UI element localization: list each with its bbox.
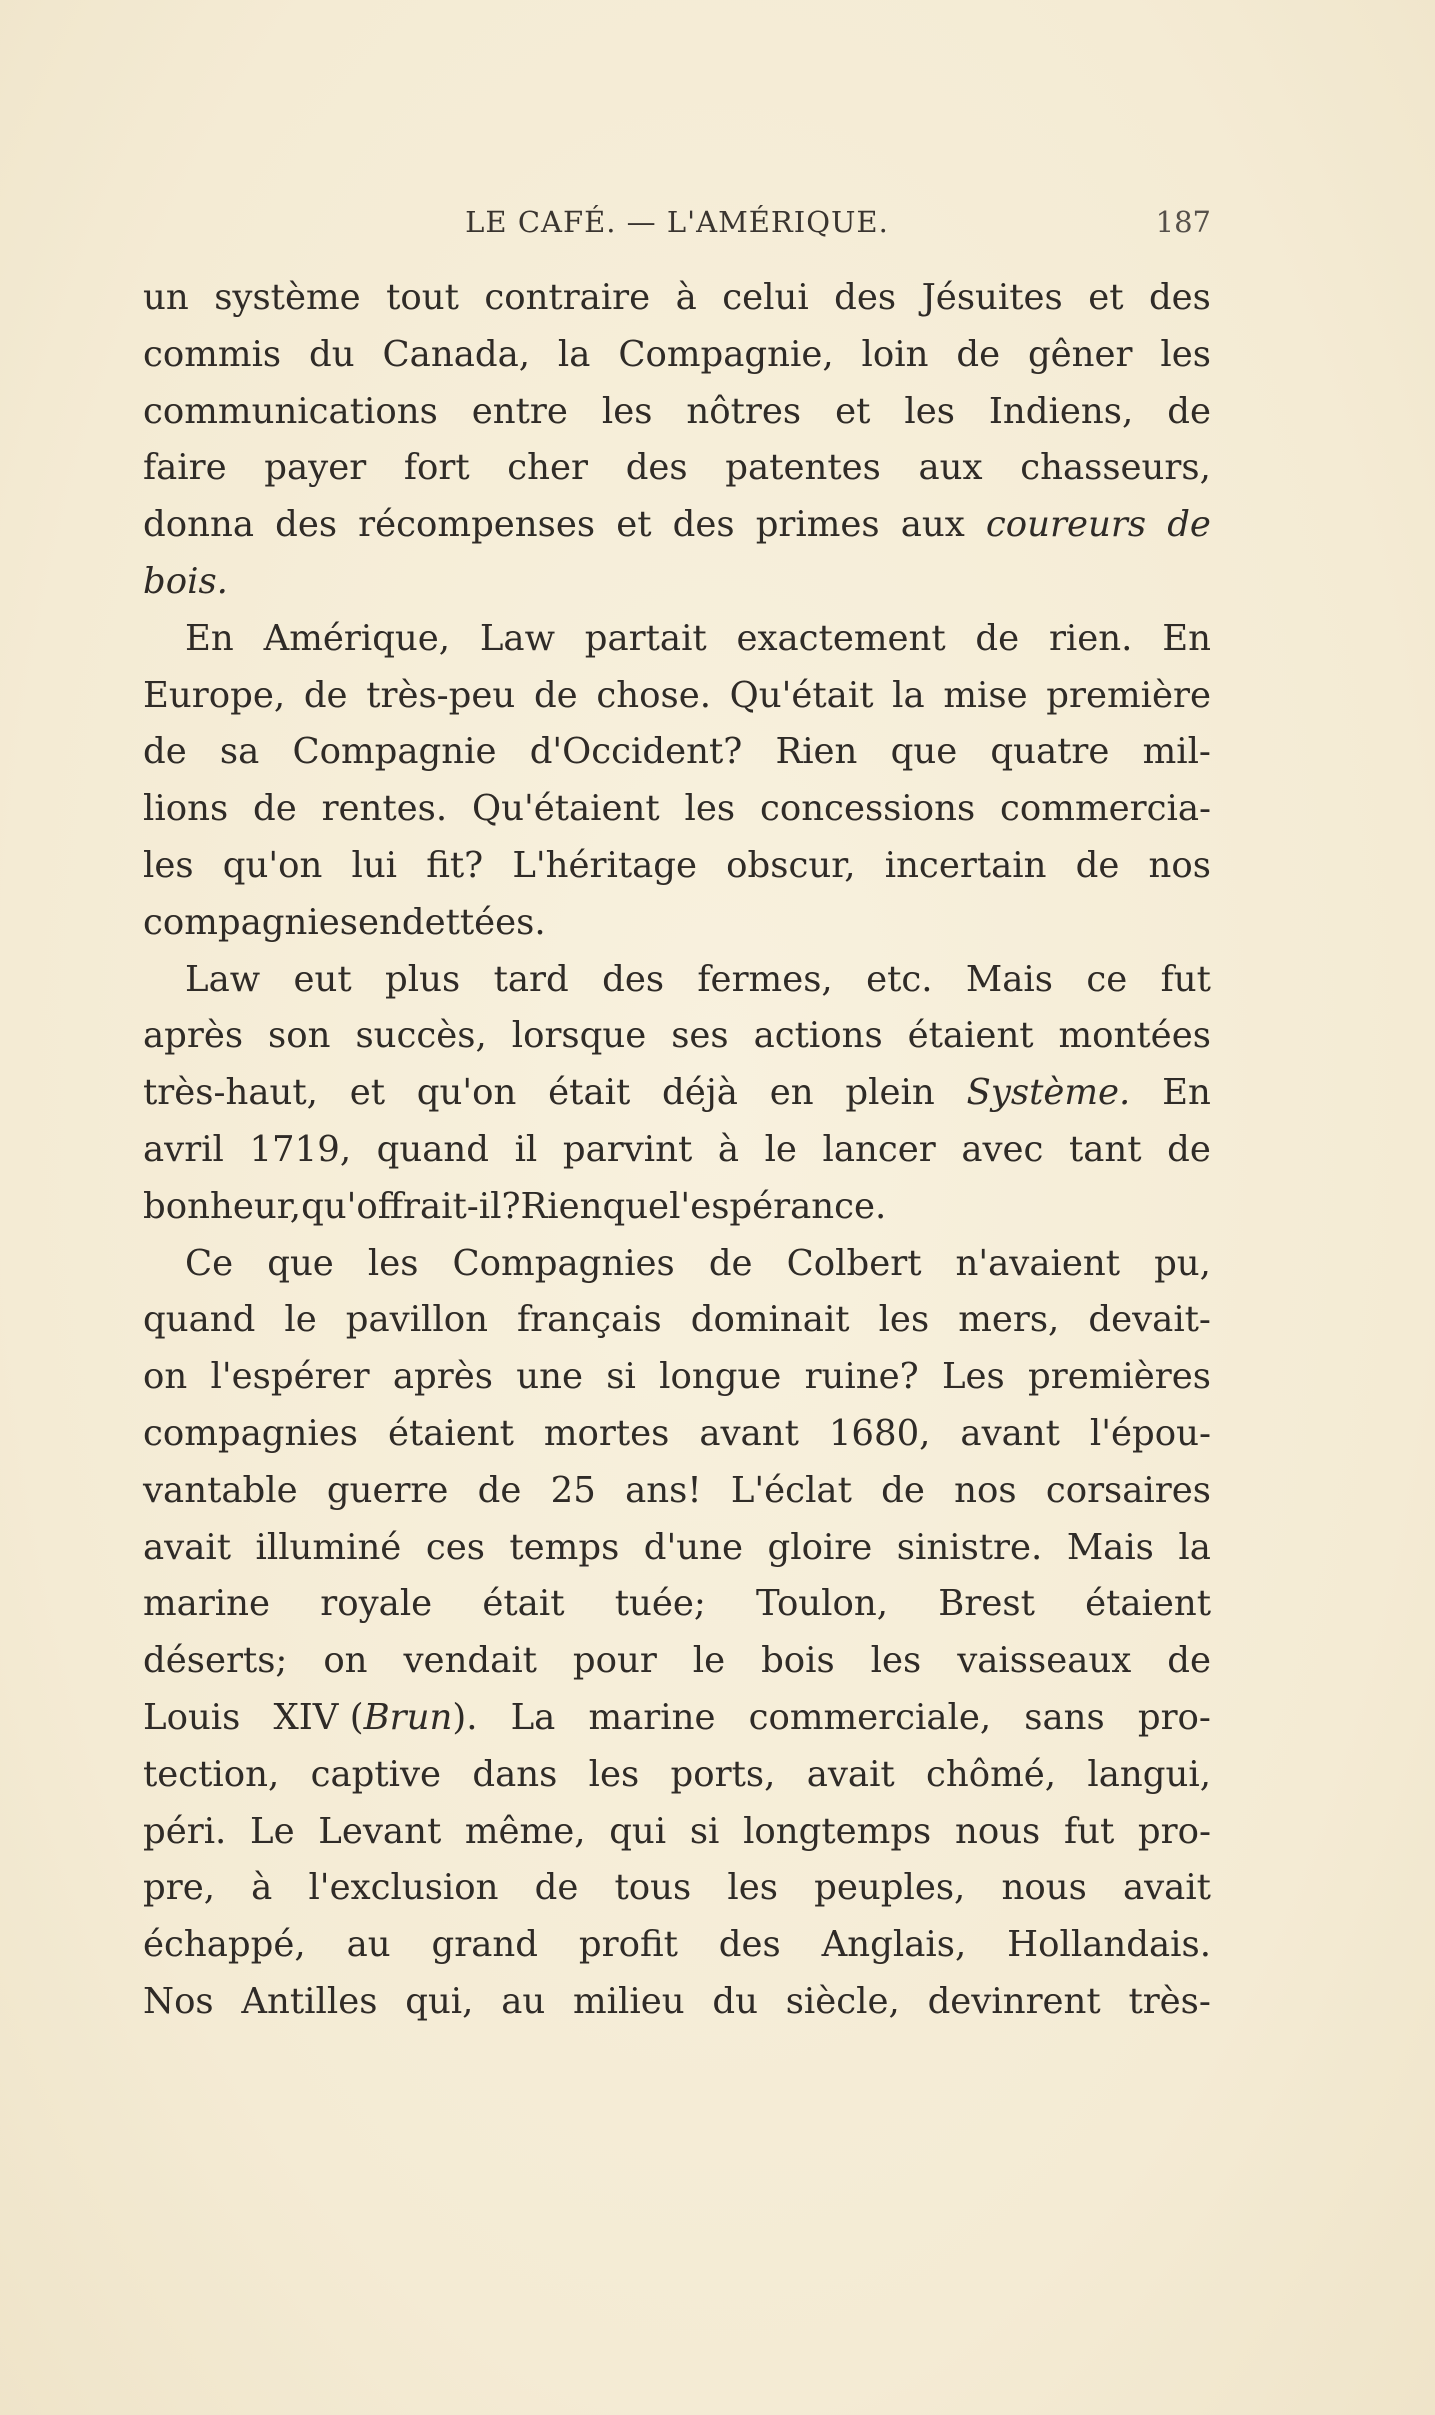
word: avec — [961, 1128, 1044, 1170]
word: L'éclat — [730, 1469, 852, 1511]
word: avant — [699, 1412, 799, 1454]
word: vendait — [403, 1640, 537, 1682]
word: au — [346, 1924, 391, 1966]
word: tard — [493, 958, 569, 1000]
word: ces — [425, 1526, 485, 1568]
word: corsaires — [1045, 1469, 1211, 1511]
text-line — [143, 1520, 1211, 1577]
word: il — [514, 1128, 538, 1170]
word: que — [890, 731, 958, 773]
word: marine — [588, 1696, 716, 1738]
word: quand — [376, 1128, 490, 1170]
word: 1680, — [828, 1412, 931, 1454]
word: les — [870, 1640, 922, 1682]
text-line — [143, 1860, 1211, 1917]
word: endettées. — [357, 901, 546, 943]
text-line — [143, 1463, 1211, 1520]
word: parvint — [562, 1128, 693, 1170]
word: ports, — [670, 1753, 776, 1795]
word: La — [510, 1696, 556, 1738]
word: tant — [1069, 1128, 1142, 1170]
word: Canada, — [382, 333, 531, 375]
word: compagnies — [143, 901, 358, 943]
word: temps — [509, 1526, 620, 1568]
word: et — [835, 390, 871, 432]
word: de — [143, 731, 187, 773]
word: était — [548, 1072, 631, 1114]
text-line — [143, 554, 1211, 611]
word: de — [708, 1242, 753, 1284]
word: peuples, — [814, 1867, 966, 1909]
word: fort — [403, 447, 470, 489]
word: 25 — [550, 1469, 596, 1511]
word-italic: Brun — [363, 1696, 453, 1738]
word: chasseurs, — [1020, 447, 1211, 489]
word: de — [1167, 1128, 1211, 1170]
word: profit — [578, 1924, 678, 1966]
text-line — [143, 1576, 1211, 1633]
word: un — [143, 277, 189, 318]
text-line — [143, 1804, 1211, 1861]
word: étaient — [907, 1015, 1034, 1057]
word: Le — [250, 1810, 295, 1852]
word: fit? — [426, 844, 484, 886]
text-line — [143, 1122, 1211, 1179]
word: tous — [614, 1867, 692, 1909]
word: Les — [941, 1356, 1005, 1398]
text-line — [143, 1292, 1211, 1349]
word: péri. — [143, 1810, 227, 1852]
word: lorsque — [511, 1015, 647, 1057]
word: Hollandais. — [1007, 1924, 1211, 1966]
word: d'une — [643, 1526, 744, 1568]
word: rien. — [1048, 617, 1133, 659]
word: du — [712, 1980, 758, 2022]
running-head — [143, 205, 1211, 245]
word: communications — [143, 390, 438, 432]
word: n'avaient — [955, 1242, 1121, 1284]
word: déjà — [662, 1072, 738, 1114]
word: et — [1088, 277, 1124, 318]
word: commerciale, — [748, 1696, 992, 1738]
word: milieu — [572, 1980, 685, 2022]
word: commercia- — [1000, 788, 1211, 830]
word: le — [692, 1640, 726, 1682]
word: payer — [264, 447, 367, 489]
word: cher — [507, 447, 589, 489]
word: on — [323, 1640, 368, 1682]
word: En — [1162, 617, 1211, 659]
word: des — [718, 1924, 781, 1966]
word: des — [834, 277, 897, 318]
word: des — [672, 504, 735, 546]
word: et — [349, 1072, 385, 1114]
word: Law — [185, 958, 261, 1000]
word: plein — [845, 1072, 935, 1114]
word: la — [1178, 1526, 1211, 1568]
word: concessions — [759, 788, 976, 830]
word: qui — [609, 1810, 667, 1852]
word: de — [477, 1469, 522, 1511]
word: L'héritage — [512, 844, 698, 886]
word: nos — [954, 1469, 1017, 1511]
word: nous — [1001, 1867, 1087, 1909]
word: patentes — [725, 447, 881, 489]
body-text — [143, 270, 1211, 2031]
word: de — [881, 1469, 925, 1511]
running-title: LE CAFÉ. — L'AMÉRIQUE. — [465, 205, 889, 239]
word: bois — [761, 1640, 835, 1682]
word: les — [904, 390, 955, 432]
word: 1719, — [249, 1128, 352, 1170]
text-line — [143, 1974, 1211, 2031]
text-line — [143, 384, 1211, 441]
text-line — [143, 1406, 1211, 1463]
word: la — [557, 333, 591, 375]
word: de — [534, 1867, 579, 1909]
word: ce — [1086, 958, 1128, 1000]
word: l'exclusion — [308, 1867, 499, 1909]
text-line — [143, 668, 1211, 725]
text-line — [143, 611, 1211, 668]
word: les — [1160, 333, 1211, 375]
word: langui, — [1087, 1753, 1211, 1795]
word: chose. — [596, 674, 711, 716]
word: tection, — [143, 1753, 280, 1795]
word: après — [392, 1356, 493, 1398]
word: les — [143, 844, 194, 886]
word: mers, — [958, 1299, 1060, 1341]
word: très-peu — [366, 674, 516, 716]
word-group — [273, 1690, 477, 1747]
word: ans! — [625, 1469, 702, 1511]
word: nôtres — [686, 390, 802, 432]
word: etc. — [866, 958, 933, 1000]
word: et — [616, 504, 652, 546]
word: vaisseaux — [957, 1640, 1132, 1682]
word: fermes, — [697, 958, 833, 1000]
word: guerre — [326, 1469, 449, 1511]
word: bonheur, — [143, 1185, 302, 1227]
word: des — [625, 447, 688, 489]
word: En — [1162, 1072, 1211, 1114]
word: lancer — [822, 1128, 936, 1170]
word: aux — [918, 447, 983, 489]
word: longtemps — [743, 1810, 932, 1852]
word: récompenses — [358, 504, 596, 546]
word: de — [1167, 1640, 1211, 1682]
word: Amérique, — [263, 617, 451, 659]
word: contraire — [484, 277, 651, 318]
word: lui — [351, 844, 398, 886]
text-line — [143, 1065, 1211, 1122]
word: les — [367, 1242, 419, 1284]
word: quand — [143, 1299, 256, 1341]
word: de — [1167, 390, 1211, 432]
word: du — [309, 333, 355, 375]
text-line — [143, 1690, 1211, 1747]
word: sinistre. — [896, 1526, 1043, 1568]
word: mil- — [1142, 731, 1211, 773]
word: les — [601, 390, 653, 432]
word: Rien — [520, 1185, 603, 1227]
text-line — [143, 1008, 1211, 1065]
word: même, — [464, 1810, 586, 1852]
word: qui, — [405, 1980, 474, 2022]
word-italic: bois. — [143, 560, 228, 602]
word: celui — [722, 277, 809, 318]
word: donna — [143, 504, 254, 546]
word: primes — [755, 504, 880, 546]
word: Anglais, — [821, 1924, 967, 1966]
word: échappé, — [143, 1924, 306, 1966]
word: gêner — [1027, 333, 1133, 375]
word: gloire — [767, 1526, 873, 1568]
word: avril — [143, 1128, 224, 1170]
word: Compagnie — [292, 731, 497, 773]
word: marine — [143, 1583, 271, 1625]
word: pre, — [143, 1867, 215, 1909]
word: obscur, — [726, 844, 856, 886]
word: Colbert — [786, 1242, 922, 1284]
word: au — [501, 1980, 546, 2022]
word: quatre — [990, 731, 1110, 773]
text-line — [143, 1917, 1211, 1974]
word: royale — [320, 1583, 433, 1625]
word: tout — [386, 277, 459, 318]
text-line — [143, 327, 1211, 384]
word: les — [588, 1753, 640, 1795]
word: son — [268, 1015, 331, 1057]
word: commis — [143, 333, 282, 375]
word: longue — [659, 1356, 782, 1398]
word: Compagnie, — [618, 333, 834, 375]
word: Rien — [775, 731, 858, 773]
word: étaient — [1085, 1583, 1211, 1625]
word: tuée; — [614, 1583, 706, 1625]
word: nos — [1148, 844, 1211, 886]
word: avait — [143, 1526, 232, 1568]
word-italic: Système. — [966, 1072, 1131, 1114]
word: lions — [143, 788, 229, 830]
word: Levant — [318, 1810, 442, 1852]
word: Nos — [143, 1980, 214, 2022]
text-line — [143, 440, 1211, 497]
text-line — [143, 895, 1211, 952]
page-number: 187 — [1155, 205, 1211, 239]
word: qu'on — [416, 1072, 517, 1114]
text-line — [143, 1236, 1211, 1293]
word: Antilles — [241, 1980, 378, 2022]
word: dans — [472, 1753, 558, 1795]
word: Jésuites — [921, 277, 1063, 318]
word: loin — [861, 333, 929, 375]
word: sans — [1024, 1696, 1105, 1738]
word: déserts; — [143, 1640, 288, 1682]
word: d'Occident? — [529, 731, 743, 773]
word: faire — [143, 447, 227, 489]
word: Louis — [143, 1696, 241, 1738]
word: Qu'était — [729, 674, 874, 716]
word: les — [878, 1299, 930, 1341]
word: était — [482, 1583, 565, 1625]
word: grand — [431, 1924, 538, 1966]
word: avant — [960, 1412, 1060, 1454]
word: pu, — [1154, 1242, 1211, 1284]
word: eut — [293, 958, 352, 1000]
word: nous — [954, 1810, 1041, 1852]
text-line — [143, 270, 1211, 327]
word: premières — [1028, 1356, 1211, 1398]
word: rentes. — [321, 788, 448, 830]
word: ruine? — [804, 1356, 919, 1398]
word: avait — [806, 1753, 895, 1795]
word: à — [717, 1128, 739, 1170]
word: Compagnies — [452, 1242, 675, 1284]
word: après — [143, 1015, 244, 1057]
word: pro- — [1137, 1810, 1211, 1852]
word: devinrent — [927, 1980, 1101, 2022]
text-line — [143, 497, 1211, 554]
text-line — [143, 952, 1211, 1009]
word: aux — [900, 504, 965, 546]
word: très- — [1128, 1980, 1211, 2022]
word: captive — [310, 1753, 442, 1795]
word: de — [303, 674, 348, 716]
word: français — [517, 1299, 662, 1341]
text-line — [143, 1633, 1211, 1690]
word: Toulon, — [756, 1583, 889, 1625]
word: qu'offrait-il? — [301, 1185, 521, 1227]
word: mortes — [543, 1412, 670, 1454]
word: qu'on — [222, 844, 323, 886]
word: Ce — [185, 1242, 234, 1284]
word: montées — [1058, 1015, 1211, 1057]
word: de — [956, 333, 1001, 375]
word: des — [275, 504, 338, 546]
word: illuminé — [255, 1526, 402, 1568]
word: si — [689, 1810, 720, 1852]
word: les — [727, 1867, 778, 1909]
word: les — [684, 788, 736, 830]
word: que — [602, 1185, 670, 1227]
word: de — [253, 788, 297, 830]
word: à — [251, 1867, 273, 1909]
word: de — [533, 674, 578, 716]
word: compagnies — [143, 1412, 358, 1454]
word: siècle, — [785, 1980, 900, 2022]
word: si — [606, 1356, 636, 1398]
word: chômé, — [926, 1753, 1057, 1795]
word: Qu'étaient — [472, 788, 660, 830]
text-line — [143, 838, 1211, 895]
word: étaient — [387, 1412, 514, 1454]
text-line — [143, 781, 1211, 838]
word: ses — [671, 1015, 729, 1057]
word: avait — [1122, 1867, 1211, 1909]
word: vantable — [143, 1469, 298, 1511]
word: une — [516, 1356, 583, 1398]
word: actions — [753, 1015, 883, 1057]
word: de — [1075, 844, 1120, 886]
word: entre — [471, 390, 568, 432]
word: l'épou- — [1089, 1412, 1211, 1454]
word: Mais — [965, 958, 1054, 1000]
word-italic: de — [1167, 504, 1211, 546]
word: succès, — [355, 1015, 487, 1057]
word: sa — [219, 731, 260, 773]
word: l'espérance. — [669, 1185, 887, 1227]
text-line — [143, 1747, 1211, 1804]
word: plus — [385, 958, 461, 1000]
word-italic: coureurs — [985, 504, 1147, 546]
word: pour — [572, 1640, 657, 1682]
word: mise — [943, 674, 1028, 716]
word: Law — [479, 617, 555, 659]
word: que — [267, 1242, 334, 1284]
text-line — [143, 724, 1211, 781]
word: des — [1148, 277, 1211, 318]
word: ). — [452, 1696, 478, 1738]
word: de — [975, 617, 1020, 659]
word: en — [769, 1072, 814, 1114]
text-line — [143, 1179, 1211, 1236]
word: on — [143, 1356, 188, 1398]
word: l'espérer — [210, 1356, 370, 1398]
word: pavillon — [345, 1299, 488, 1341]
word: ( — [349, 1696, 364, 1738]
word: le — [284, 1299, 317, 1341]
word: fut — [1063, 1810, 1115, 1852]
word: des — [602, 958, 665, 1000]
word: Indiens, — [988, 390, 1134, 432]
word: XIV — [273, 1696, 339, 1738]
word: Brest — [938, 1583, 1035, 1625]
word: incertain — [884, 844, 1047, 886]
text-line — [143, 1349, 1211, 1406]
word: dominait — [690, 1299, 850, 1341]
word: Europe, — [143, 674, 286, 716]
word: le — [764, 1128, 797, 1170]
word: Mais — [1066, 1526, 1154, 1568]
word: En — [185, 617, 234, 659]
word: la — [892, 674, 925, 716]
word: à — [675, 277, 697, 318]
word: devait- — [1088, 1299, 1211, 1341]
word: fut — [1160, 958, 1211, 1000]
word: pro- — [1137, 1696, 1211, 1738]
word: très-haut, — [143, 1072, 318, 1114]
word: exactement — [736, 617, 946, 659]
word: première — [1046, 674, 1211, 716]
word: partait — [584, 617, 707, 659]
word: système — [214, 277, 361, 318]
